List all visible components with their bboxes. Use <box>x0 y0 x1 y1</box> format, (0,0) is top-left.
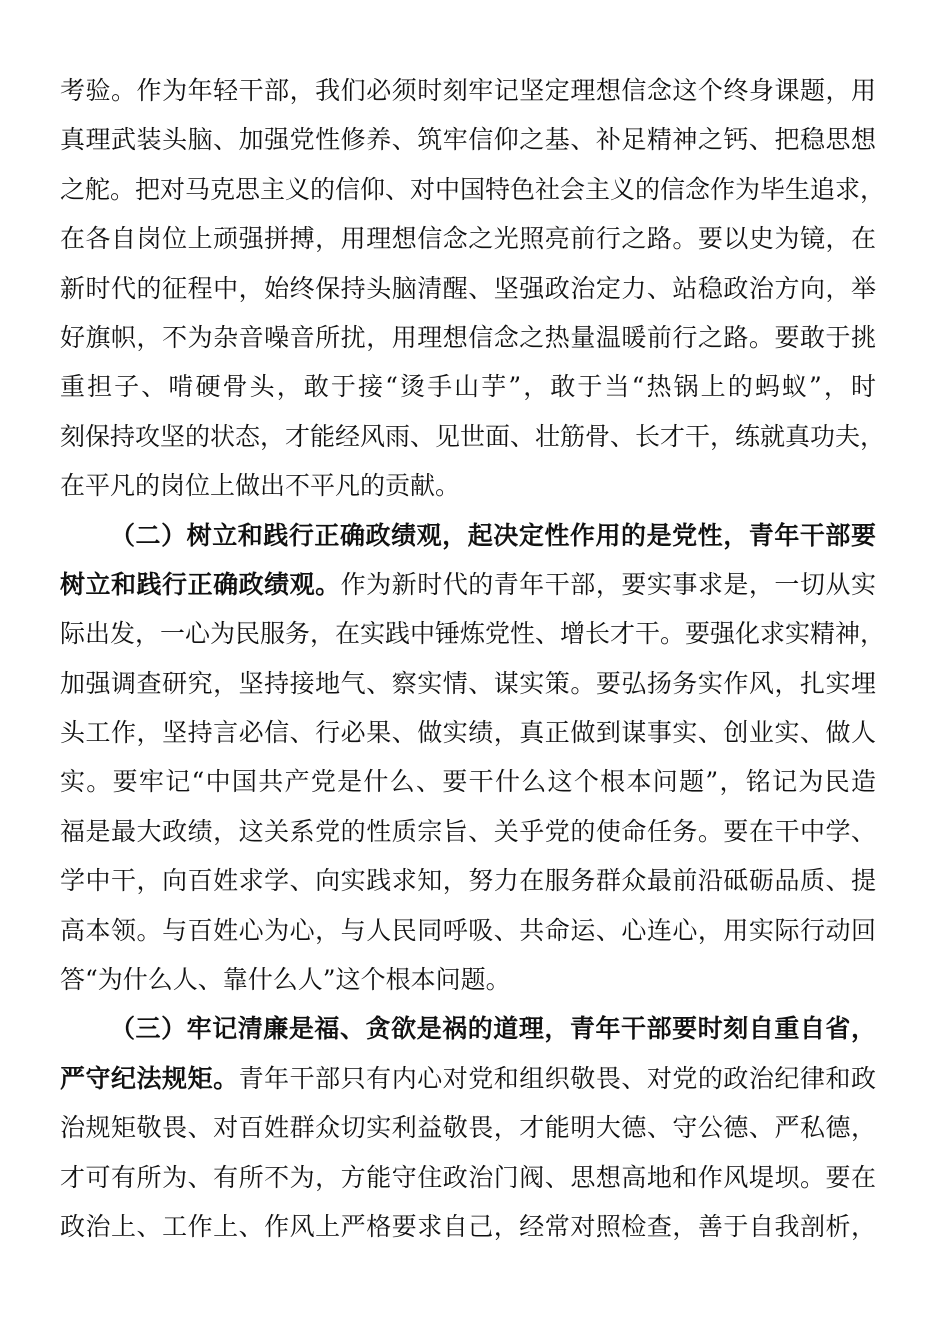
text-run: 作为新时代的青年干部，要实事求是，一切从实 <box>340 569 876 599</box>
text-line: 实。要牢记“中国共产党是什么、要干什么这个根本问题”，铭记为民造 <box>60 767 876 797</box>
text-line: 新时代的征程中，始终保持头脑清醒、坚强政治定力、站稳政治方向，举 <box>60 273 876 303</box>
text-line: 政治上、工作上、作风上严格要求自己，经常对照检查，善于自我剖析， <box>60 1211 876 1241</box>
document-page <box>60 66 886 1251</box>
text-line: 在各自岗位上顽强拼搏，用理想信念之光照亮前行之路。要以史为镜，在 <box>60 224 876 254</box>
text-line: 才可有所为、有所不为，方能守住政治门阀、思想高地和作风堤坝。要在 <box>60 1162 876 1192</box>
text-run: 青年干部只有内心对党和组织敬畏、对党的政治纪律和政 <box>238 1063 876 1093</box>
text-line: 之舵。把对马克思主义的信仰、对中国特色社会主义的信念作为毕生追求， <box>60 174 886 204</box>
text-line: 答“为什么人、靠什么人”这个根本问题。 <box>60 965 511 995</box>
text-line: 真理武装头脑、加强党性修养、筑牢信仰之基、补足精神之钙、把稳思想 <box>60 125 876 155</box>
section-heading-2: （二）树立和践行正确政绩观，起决定性作用的是党性，青年干部要 <box>110 520 876 550</box>
text-line: 好旗帜，不为杂音噪音所扰，用理想信念之热量温暖前行之路。要敢于挑 <box>60 322 876 352</box>
paragraph-integrity <box>60 1004 876 1251</box>
text-line: 际出发，一心为民服务，在实践中锤炼党性、增长才干。要强化求实精神， <box>60 619 886 649</box>
text-line: 治规矩敬畏、对百姓群众切实利益敬畏，才能明大德、守公德、严私德， <box>60 1113 876 1143</box>
text-line: 在平凡的岗位上做出不平凡的贡献。 <box>60 471 461 501</box>
section-heading-2-end: 树立和践行正确政绩观。 <box>60 569 341 599</box>
text-line: 重担子、啃硬骨头，敢于接“烫手山芋”，敢于当“热锅上的蚂蚁”，时 <box>60 372 876 402</box>
text-line-mixed <box>60 560 876 609</box>
text-line: 高本领。与百姓心为心，与人民同呼吸、共命运、心连心，用实际行动回 <box>60 915 876 945</box>
text-line: 学中干，向百姓求学、向实践求知，努力在服务群众最前沿砥砺品质、提 <box>60 866 876 896</box>
text-line: 考验。作为年轻干部，我们必须时刻牢记坚定理想信念这个终身课题，用 <box>60 76 876 105</box>
text-line: 头工作，坚持言必信、行必果、做实绩，真正做到谋事实、创业实、做人 <box>60 718 876 748</box>
section-heading-3: （三）牢记清廉是福、贪欲是祸的道理，青年干部要时刻自重自省， <box>110 1014 876 1044</box>
text-line: 加强调查研究，坚持接地气、察实情、谋实策。要弘扬务实作风，扎实埋 <box>60 668 876 698</box>
paragraph-ideals-and-beliefs <box>60 66 886 511</box>
text-line: 福是最大政绩，这关系党的性质宗旨、关乎党的使命任务。要在干中学、 <box>60 816 876 846</box>
section-heading-3-end: 严守纪法规矩。 <box>60 1063 239 1093</box>
text-line: 刻保持攻坚的状态，才能经风雨、见世面、壮筋骨、长才干，练就真功夫， <box>60 421 886 451</box>
paragraph-performance-view <box>60 511 886 1005</box>
text-line-mixed <box>60 1054 876 1103</box>
